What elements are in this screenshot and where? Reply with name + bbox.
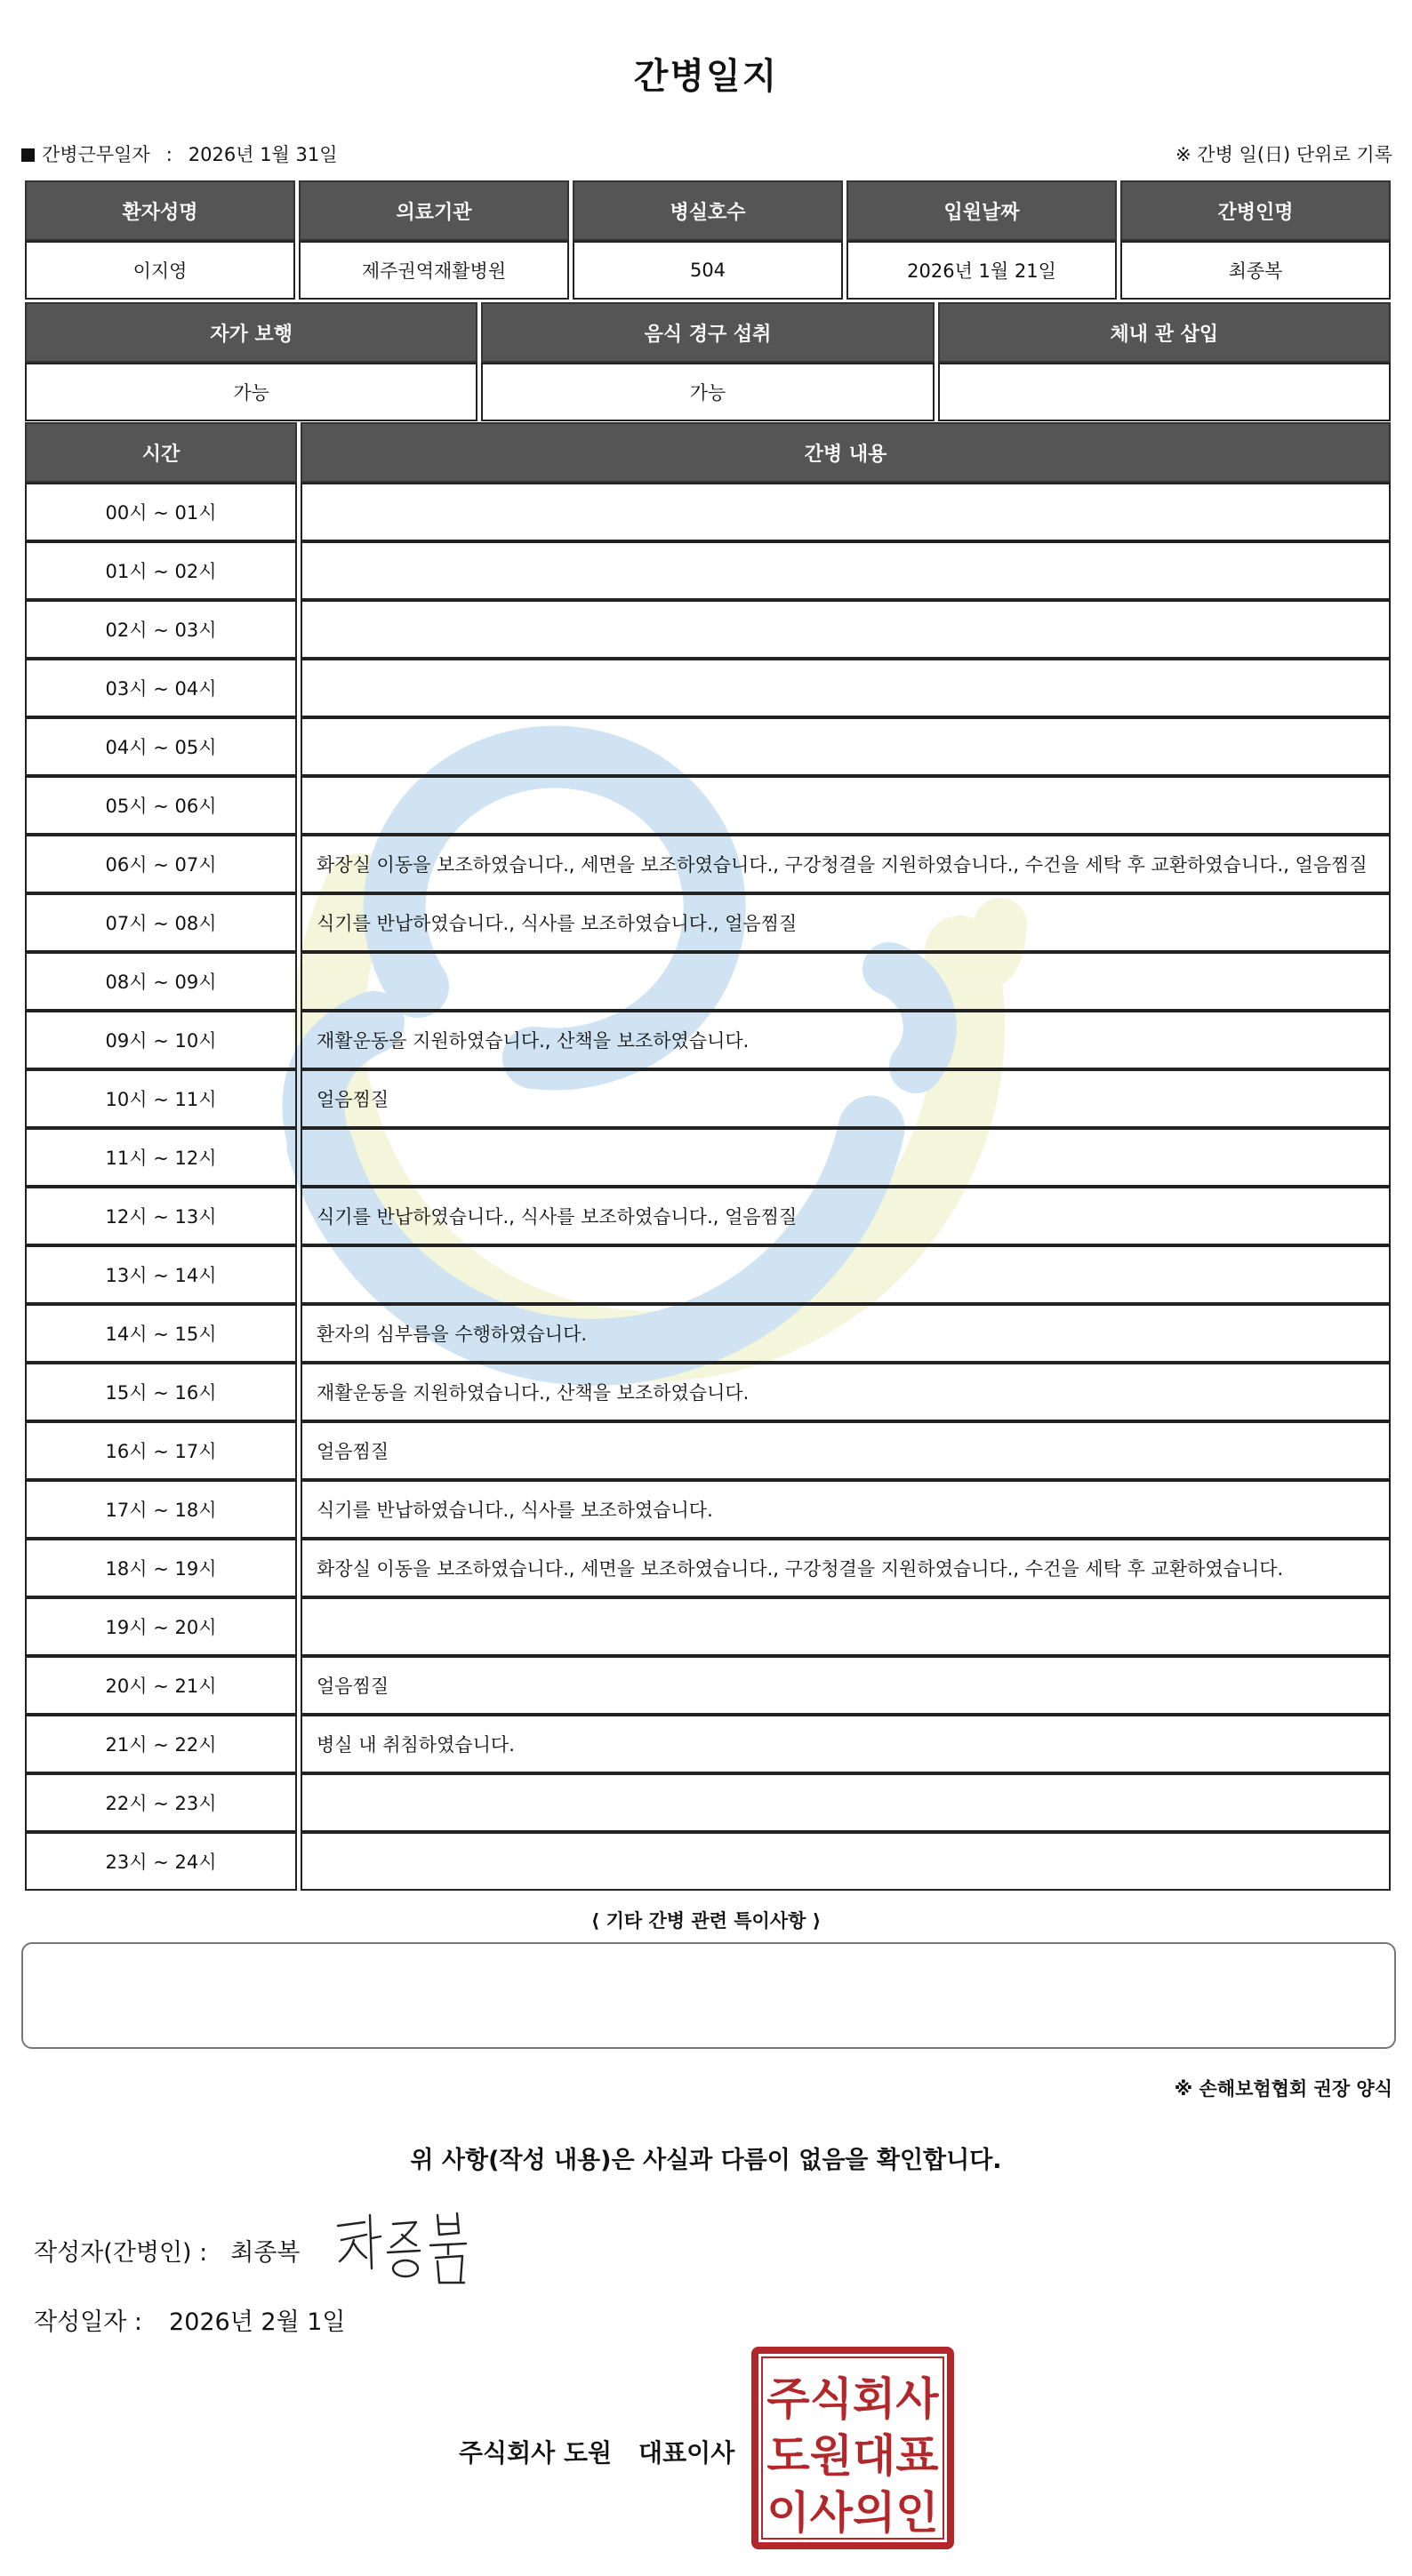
confirmation-statement: 위 사항(작성 내용)은 사실과 다름이 없음을 확인합니다.	[410, 2147, 1002, 2174]
written-date-label: 작성일자 :	[34, 2308, 143, 2336]
patient-name: 이지영	[25, 241, 295, 300]
care-content: 환자의 심부름을 수행하였습니다.	[301, 1304, 1391, 1363]
header-room-number: 병실호수	[573, 180, 843, 241]
patient-info-value-row	[25, 241, 1391, 300]
header-time: 시간	[25, 422, 297, 483]
time-slot: 02시 ~ 03시	[25, 600, 297, 659]
time-slot: 15시 ~ 16시	[25, 1363, 297, 1421]
patient-ability-table	[21, 302, 1394, 421]
patient-info-table	[21, 180, 1394, 300]
time-slot: 00시 ~ 01시	[25, 483, 297, 541]
care-content: 재활운동을 지원하였습니다., 산책을 보조하였습니다.	[301, 1363, 1391, 1421]
care-log-row	[25, 1187, 1391, 1245]
handwritten-signature	[331, 2206, 491, 2286]
time-slot: 17시 ~ 18시	[25, 1480, 297, 1539]
care-log-row	[25, 1715, 1391, 1773]
work-date-separator: :	[165, 144, 172, 165]
care-log-row	[25, 1069, 1391, 1128]
oral-intake-value: 가능	[481, 363, 934, 421]
care-log-row	[25, 1421, 1391, 1480]
writer-label: 작성자(간병인) :	[34, 2239, 208, 2267]
care-content: 얼음찜질	[301, 1421, 1391, 1480]
seal-line-1: 주식회사	[766, 2373, 939, 2425]
tube-insertion-value	[938, 363, 1391, 421]
patient-info-header-row	[25, 180, 1391, 241]
care-content: 재활운동을 지원하였습니다., 산책을 보조하였습니다.	[301, 1011, 1391, 1069]
care-log-row	[25, 717, 1391, 776]
care-content: 화장실 이동을 보조하였습니다., 세면을 보조하였습니다., 구강청결을 지원하였습니다., 수건을 세탁 후 교환하였습니다.	[301, 1539, 1391, 1597]
care-content	[301, 1832, 1391, 1891]
care-content	[301, 952, 1391, 1011]
ability-value-row	[25, 363, 1391, 421]
care-content	[301, 600, 1391, 659]
care-log-row	[25, 1304, 1391, 1363]
care-log-row	[25, 659, 1391, 717]
care-content	[301, 1128, 1391, 1187]
writer-line	[34, 2233, 301, 2268]
care-log-row	[25, 835, 1391, 893]
time-slot: 05시 ~ 06시	[25, 776, 297, 835]
time-slot: 19시 ~ 20시	[25, 1597, 297, 1656]
care-log-row	[25, 1363, 1391, 1421]
square-bullet-icon	[21, 148, 35, 162]
time-slot: 07시 ~ 08시	[25, 893, 297, 952]
time-slot: 03시 ~ 04시	[25, 659, 297, 717]
header-tube-insertion: 체내 관 삽입	[938, 302, 1391, 363]
care-log-row	[25, 1128, 1391, 1187]
care-log-row	[25, 483, 1391, 541]
form-source-note: ※ 손해보험협회 권장 양식	[1174, 2078, 1392, 2100]
time-slot: 21시 ~ 22시	[25, 1715, 297, 1773]
header-oral-intake: 음식 경구 섭취	[481, 302, 934, 363]
care-log-row	[25, 952, 1391, 1011]
writer-name: 최종복	[230, 2239, 301, 2267]
time-slot: 18시 ~ 19시	[25, 1539, 297, 1597]
care-content: 화장실 이동을 보조하였습니다., 세면을 보조하였습니다., 구강청결을 지원하였습니다., 수건을 세탁 후 교환하였습니다., 얼음찜질	[301, 835, 1391, 893]
care-content: 얼음찜질	[301, 1069, 1391, 1128]
company-name: 주식회사 도원	[459, 2438, 613, 2468]
care-log-row	[25, 1832, 1391, 1891]
unit-note: ※ 간병 일(日) 단위로 기록	[1175, 144, 1392, 165]
time-slot: 08시 ~ 09시	[25, 952, 297, 1011]
caregiver-name: 최종복	[1120, 241, 1391, 300]
time-slot: 13시 ~ 14시	[25, 1245, 297, 1304]
care-log-row	[25, 1245, 1391, 1304]
care-content	[301, 1773, 1391, 1832]
header-self-walking: 자가 보행	[25, 302, 477, 363]
room-number: 504	[573, 241, 843, 300]
special-notes-box	[21, 1942, 1396, 2049]
document-title: 간병일지	[633, 56, 779, 97]
care-content	[301, 659, 1391, 717]
hospital-name: 제주권역재활병원	[299, 241, 569, 300]
time-slot: 20시 ~ 21시	[25, 1656, 297, 1715]
care-content: 식기를 반납하였습니다., 식사를 보조하였습니다.	[301, 1480, 1391, 1539]
time-slot: 23시 ~ 24시	[25, 1832, 297, 1891]
seal-line-2: 도원대표	[766, 2430, 939, 2482]
care-log-row	[25, 1656, 1391, 1715]
header-hospital: 의료기관	[299, 180, 569, 241]
care-log-row	[25, 893, 1391, 952]
care-log-row	[25, 776, 1391, 835]
work-date-line	[21, 140, 338, 167]
care-log-table	[21, 422, 1394, 1891]
header-caregiver-name: 간병인명	[1120, 180, 1391, 241]
care-content	[301, 717, 1391, 776]
self-walking-value: 가능	[25, 363, 477, 421]
care-log-row	[25, 1011, 1391, 1069]
time-slot: 09시 ~ 10시	[25, 1011, 297, 1069]
care-content: 식기를 반납하였습니다., 식사를 보조하였습니다., 얼음찜질	[301, 893, 1391, 952]
header-care-content: 간병 내용	[301, 422, 1391, 483]
care-content	[301, 1245, 1391, 1304]
care-content: 얼음찜질	[301, 1656, 1391, 1715]
care-content: 병실 내 취침하였습니다.	[301, 1715, 1391, 1773]
header-admission-date: 입원날짜	[846, 180, 1117, 241]
time-slot: 14시 ~ 15시	[25, 1304, 297, 1363]
care-log-row	[25, 1480, 1391, 1539]
ceo-title: 대표이사	[638, 2438, 735, 2468]
seal-line-3: 이사의인	[766, 2487, 939, 2539]
care-log-row	[25, 1597, 1391, 1656]
time-slot: 16시 ~ 17시	[25, 1421, 297, 1480]
care-log-row	[25, 600, 1391, 659]
admission-date: 2026년 1월 21일	[846, 241, 1117, 300]
care-content	[301, 541, 1391, 600]
time-slot: 10시 ~ 11시	[25, 1069, 297, 1128]
care-content	[301, 1597, 1391, 1656]
care-content: 식기를 반납하였습니다., 식사를 보조하였습니다., 얼음찜질	[301, 1187, 1391, 1245]
written-date-value: 2026년 2월 1일	[169, 2308, 346, 2336]
company-line	[459, 2434, 734, 2469]
care-log-row	[25, 1539, 1391, 1597]
time-slot: 01시 ~ 02시	[25, 541, 297, 600]
work-date-label: 간병근무일자	[42, 144, 150, 165]
header-patient-name: 환자성명	[25, 180, 295, 241]
time-slot: 06시 ~ 07시	[25, 835, 297, 893]
work-date-value: 2026년 1월 31일	[188, 144, 338, 165]
written-date-line	[34, 2302, 346, 2337]
care-log-row	[25, 1773, 1391, 1832]
time-slot: 04시 ~ 05시	[25, 717, 297, 776]
time-slot: 11시 ~ 12시	[25, 1128, 297, 1187]
time-slot: 12시 ~ 13시	[25, 1187, 297, 1245]
care-log-row	[25, 541, 1391, 600]
time-slot: 22시 ~ 23시	[25, 1773, 297, 1832]
care-content	[301, 776, 1391, 835]
care-content	[301, 483, 1391, 541]
care-log-header-row	[25, 422, 1391, 483]
company-seal-icon	[751, 2347, 954, 2549]
special-notes-title: ⟨ 기타 간병 관련 특이사항 ⟩	[590, 1910, 822, 1932]
ability-header-row	[25, 302, 1391, 363]
